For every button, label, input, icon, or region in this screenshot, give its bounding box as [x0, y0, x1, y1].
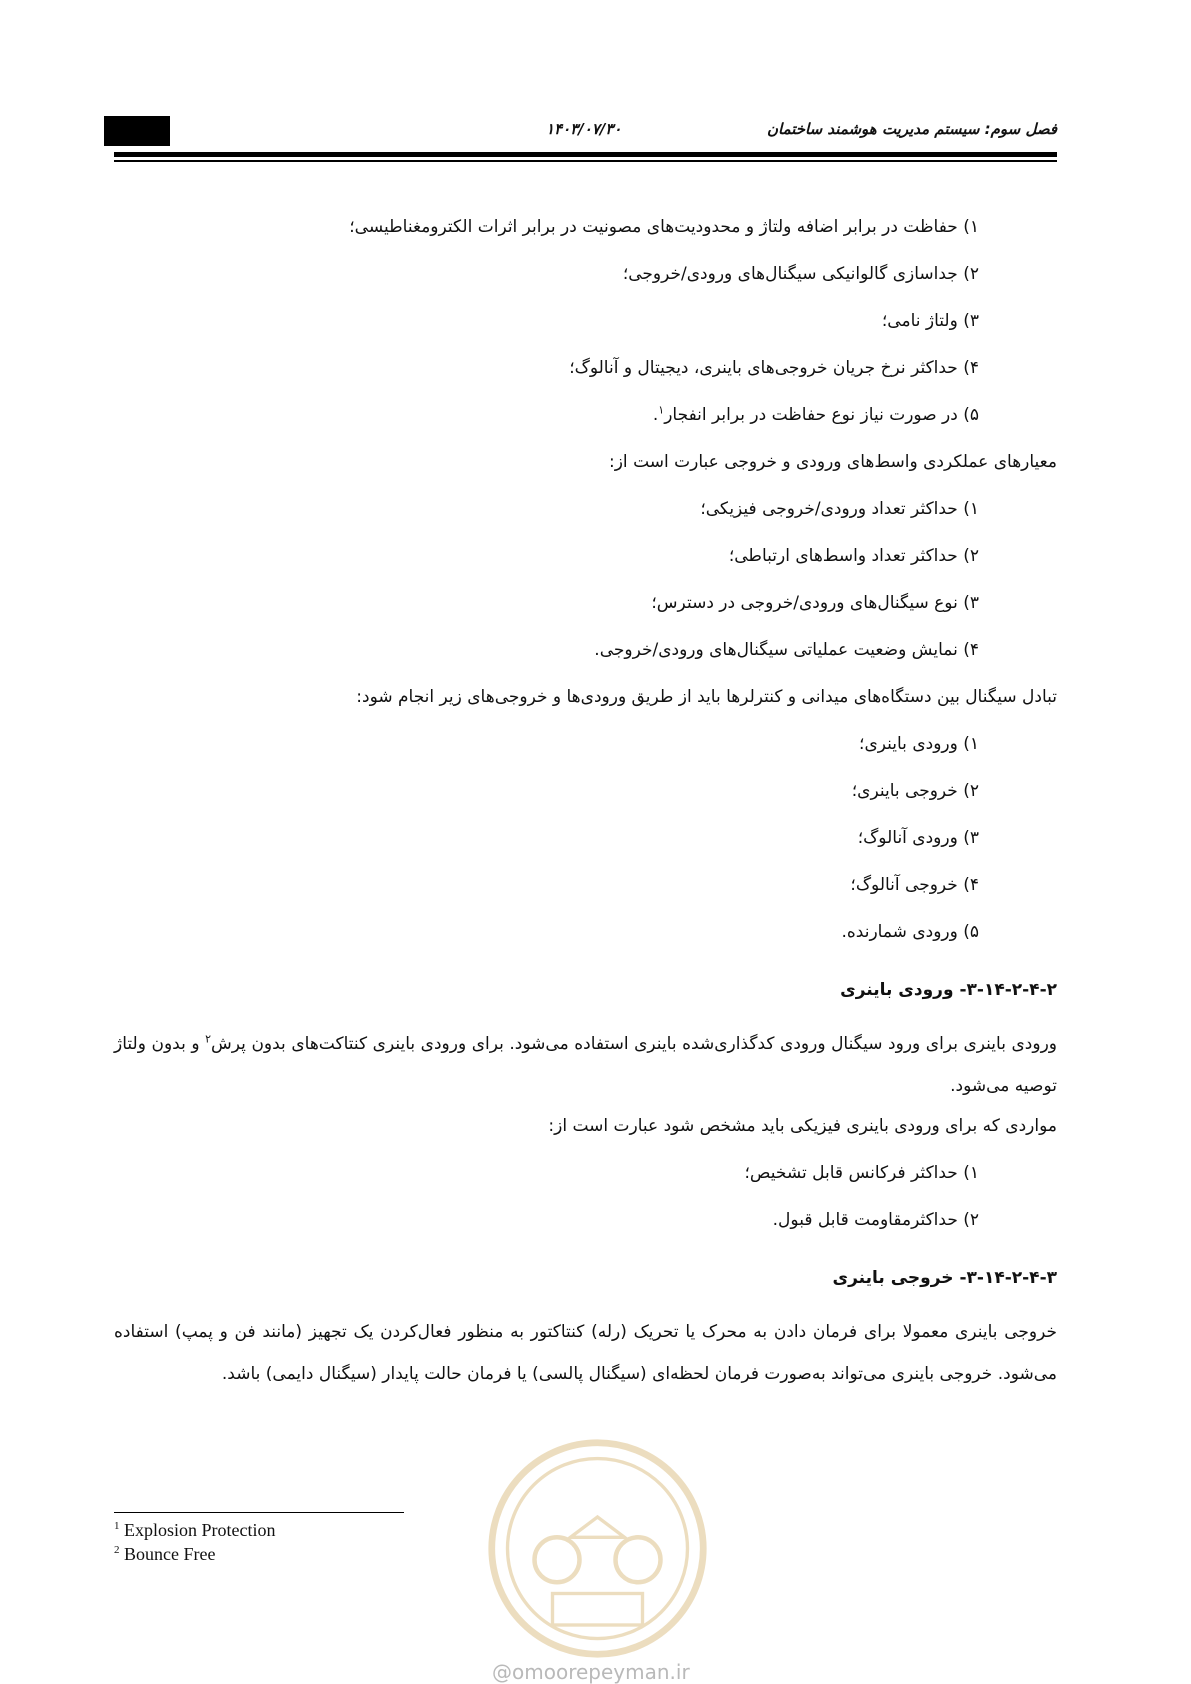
list-item: ۵) ورودی شمارنده.: [841, 922, 979, 942]
footnote-ref: ۱: [658, 403, 665, 417]
document-body: [114, 212, 1057, 1395]
chapter-title: فصل سوم: سیستم مدیریت هوشمند ساختمان: [767, 120, 1057, 138]
list-item-end: .: [652, 405, 659, 425]
list-item: ۳) نوع سیگنال‌های ورودی/خروجی در دسترس؛: [651, 593, 979, 613]
binary-input-intro: مواردی که برای ورودی باینری فیزیکی باید مشخص شود عبارت است از:: [548, 1116, 1057, 1136]
list-item: ۱) حداکثر فرکانس قابل تشخیص؛: [744, 1163, 979, 1183]
section-heading-binary-input: ۳-۱۴-۲-۴-۲- ورودی باینری: [840, 980, 1057, 1000]
page-header: [104, 108, 1057, 148]
seal-watermark-icon: [485, 1436, 710, 1661]
footnotes: [114, 1518, 276, 1566]
list-item: ۴) حداکثر نرخ جریان خروجی‌های باینری، دیجیتال و آنالوگ؛: [569, 358, 979, 378]
list-item: ۲) حداکثرمقاومت قابل قبول.: [772, 1210, 979, 1230]
header-date: ۱۴۰۳/۰۷/۳۰: [546, 120, 622, 138]
header-rule-thick: [114, 152, 1057, 157]
page-number-box: [104, 116, 170, 146]
binary-output-paragraph: خروجی باینری معمولا برای فرمان دادن به محرک یا تحریک (رله) کنتاکتور به منظور فعال‌کردن یک تجهیز (مانند فن و پمپ) استفاده می‌شود. خروجی باینری می‌تواند به‌صورت فرمان لحظه‌ای (سیگنال پالسی) یا فرمان حالت پایدار (سیگنال دایمی) باشد.: [114, 1322, 1057, 1384]
paragraph-text: ورودی باینری برای ورود سیگنال ورودی کدگذاری‌شده باینری استفاده می‌شود. برای ورودی باینری کنتاکت‌های بدون پرش: [211, 1034, 1057, 1054]
binary-input-paragraph: [114, 1023, 1057, 1107]
footnote-ref: ۲: [205, 1032, 212, 1046]
footnote: [114, 1542, 276, 1566]
criteria-intro: معیارهای عملکردی واسط‌های ورودی و خروجی عبارت است از:: [609, 452, 1057, 472]
footnote: [114, 1518, 276, 1542]
list-item: ۳) ولتاژ نامی؛: [881, 311, 979, 331]
footnote-number: 1: [114, 1520, 120, 1532]
list-item: [114, 400, 1057, 430]
footnote-number: 2: [114, 1544, 120, 1556]
list-item: ۴) خروجی آنالوگ؛: [850, 875, 979, 895]
list-item: ۲) خروجی باینری؛: [851, 781, 979, 801]
list-item: ۳) ورودی آنالوگ؛: [857, 828, 979, 848]
section-heading-binary-output: ۳-۱۴-۲-۴-۳- خروجی باینری: [832, 1268, 1057, 1288]
footnote-text: Bounce Free: [124, 1544, 216, 1564]
list-item: ۱) حفاظت در برابر اضافه ولتاژ و محدودیت‌های مصونیت در برابر اثرات الکترومغناطیسی؛: [349, 217, 979, 237]
footnote-divider: [114, 1512, 404, 1513]
header-rule-thin: [114, 160, 1057, 162]
watermark-url: @omoorepeyman.ir: [492, 1660, 690, 1684]
list-item: ۱) حداکثر تعداد ورودی/خروجی فیزیکی؛: [700, 499, 979, 519]
list-item-text: ۵) در صورت نیاز نوع حفاظت در برابر انفجار: [664, 405, 979, 425]
list-item: ۴) نمایش وضعیت عملیاتی سیگنال‌های ورودی/خروجی.: [594, 640, 979, 660]
list-item: ۱) ورودی باینری؛: [859, 734, 979, 754]
paragraph-text: و بدون ولتاژ توصیه می‌شود.: [114, 1034, 1057, 1096]
list-item: ۲) جداسازی گالوانیکی سیگنال‌های ورودی/خروجی؛: [622, 264, 979, 284]
list-item: ۲) حداکثر تعداد واسط‌های ارتباطی؛: [728, 546, 979, 566]
footnote-text: Explosion Protection: [124, 1520, 276, 1540]
exchange-intro: تبادل سیگنال بین دستگاه‌های میدانی و کنترلرها باید از طریق ورودی‌ها و خروجی‌های زیر انجام شود:: [356, 687, 1057, 707]
